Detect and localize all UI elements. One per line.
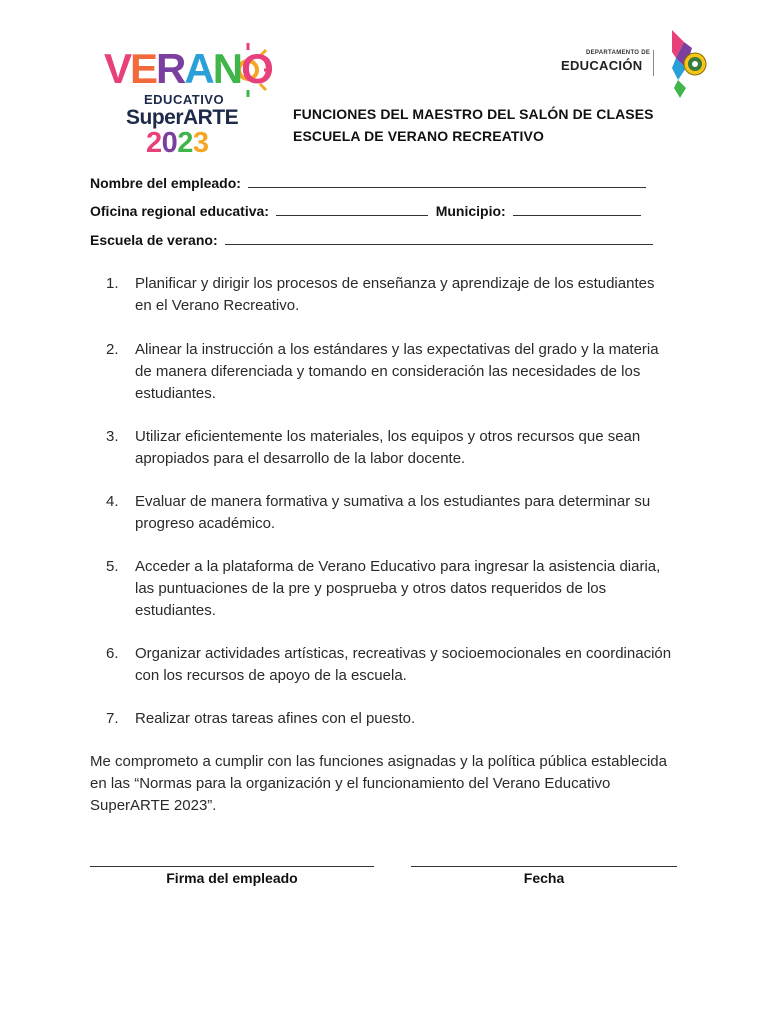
logo-verano-text <box>104 45 272 92</box>
list-item <box>90 708 690 730</box>
list-item <box>90 556 690 622</box>
list-item-text: Realizar otras tareas afines con el puesto. <box>135 710 416 727</box>
departamento-educacion-logo <box>556 28 716 100</box>
list-item-number: 1. <box>106 275 119 292</box>
document-title: FUNCIONES DEL MAESTRO DEL SALÓN DE CLASES <box>293 106 654 122</box>
verano-educativo-logo <box>104 40 274 162</box>
summer-school-field[interactable] <box>225 232 653 245</box>
duties-list <box>90 273 690 730</box>
logo-digit: 3 <box>192 127 209 159</box>
commitment-paragraph: Me comprometo a cumplir con las funciones asignadas y la política pública establecida en las “Normas para la organización y el funcionamiento del Verano Educativo SuperARTE 2023”. <box>90 753 667 814</box>
list-item <box>90 491 690 535</box>
logo-digit: 0 <box>161 127 178 159</box>
date-label: Fecha <box>523 870 565 886</box>
summer-school-row <box>90 232 653 248</box>
dept-big-text: EDUCACIÓN <box>561 58 643 73</box>
list-item-number: 3. <box>106 428 119 445</box>
dept-small-text: DEPARTAMENTO DE <box>586 50 651 56</box>
signature-line[interactable] <box>90 866 374 867</box>
logo-digit: 2 <box>146 127 162 159</box>
list-item <box>90 643 690 687</box>
logo-letter: V <box>104 45 131 92</box>
summer-school-label: Escuela de verano: <box>90 232 218 248</box>
logo-letter: N <box>212 45 242 92</box>
list-item-text: Utilizar eficientemente los materiales, los equipos y otros recursos que sean apropiados para el desarrollo de la labor docente. <box>135 428 641 467</box>
regional-office-row <box>90 203 641 219</box>
list-item-text: Acceder a la plataforma de Verano Educativo para ingresar la asistencia diaria, las puntuaciones de la pre y posprueba y otros datos requeridos de los estudiantes. <box>135 558 661 619</box>
document-subtitle: ESCUELA DE VERANO RECREATIVO <box>293 128 544 144</box>
list-item-text: Planificar y dirigir los procesos de enseñanza y aprendizaje de los estudiantes en el Verano Recreativo. <box>135 275 655 314</box>
municipio-field[interactable] <box>513 203 641 216</box>
logo-letter: O <box>241 45 272 92</box>
puerto-rico-seal-icon <box>662 28 708 100</box>
employee-name-field[interactable] <box>248 175 646 188</box>
regional-office-field[interactable] <box>276 203 428 216</box>
logo-divider <box>653 50 654 76</box>
logo-year-text <box>146 128 209 158</box>
list-item <box>90 339 690 405</box>
list-item-number: 5. <box>106 558 119 575</box>
list-item-number: 6. <box>106 645 119 662</box>
list-item-number: 4. <box>106 493 119 510</box>
logo-superarte-text: SuperARTE <box>126 106 239 129</box>
list-item <box>90 273 690 317</box>
signature-label: Firma del empleado <box>166 870 298 886</box>
municipio-label: Municipio: <box>435 203 506 219</box>
list-item-number: 7. <box>106 710 119 727</box>
list-item-number: 2. <box>106 341 119 358</box>
employee-name-row <box>90 175 646 191</box>
list-item-text: Evaluar de manera formativa y sumativa a los estudiantes para determinar su progreso académico. <box>135 493 651 532</box>
logo-letter: A <box>184 45 213 92</box>
logo-educativo-text: EDUCATIVO <box>144 92 225 107</box>
logo-letter: E <box>130 45 157 92</box>
logo-letter: R <box>156 45 185 92</box>
date-line[interactable] <box>411 866 677 867</box>
list-item-text: Alinear la instrucción a los estándares y las expectativas del grado y la materia de manera diferenciada y tomando en consideración las necesidades de los estudiantes. <box>135 341 659 402</box>
list-item-text: Organizar actividades artísticas, recreativas y socioemocionales en coordinación con los recursos de apoyo de la escuela. <box>135 645 672 684</box>
employee-name-label: Nombre del empleado: <box>90 175 241 191</box>
regional-office-label: Oficina regional educativa: <box>90 203 269 219</box>
list-item <box>90 426 690 470</box>
logo-digit: 2 <box>177 127 193 159</box>
